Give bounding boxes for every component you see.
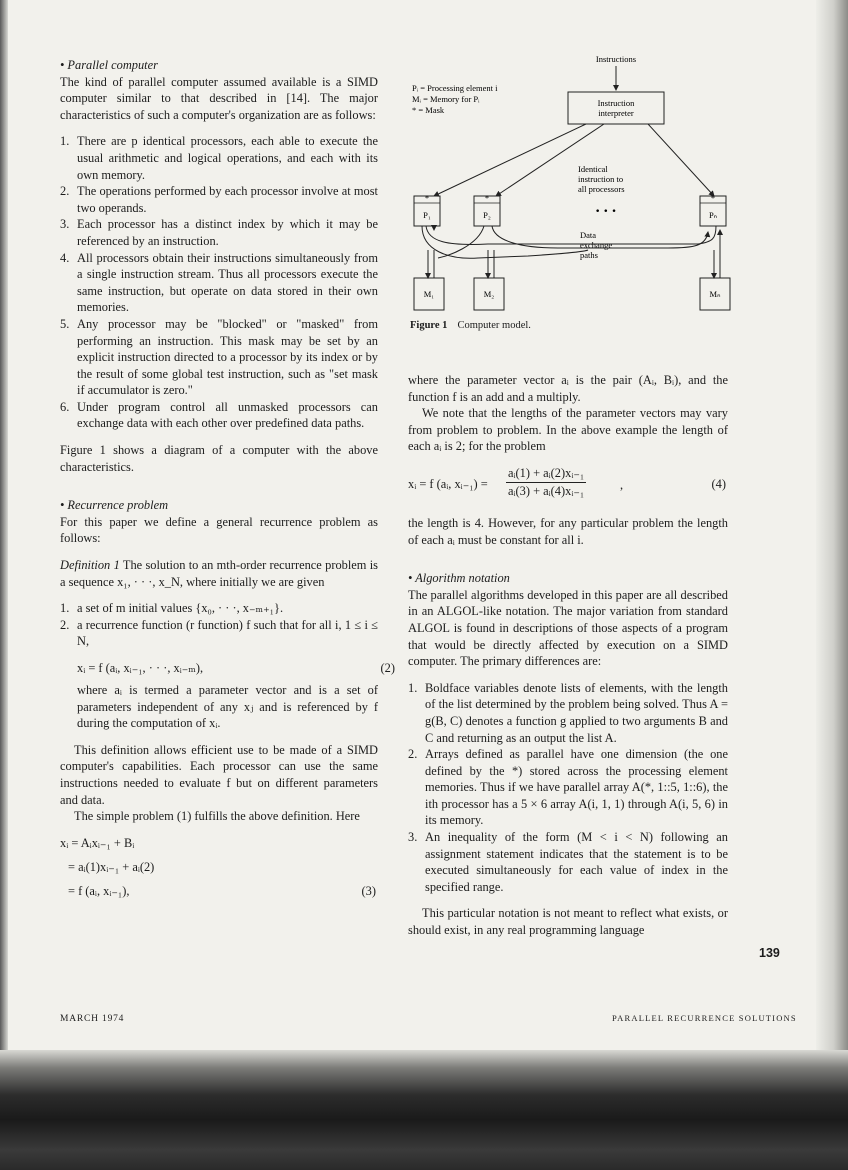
equation-3-line-1: xᵢ = Aᵢxᵢ₋₁ + Bᵢ <box>60 835 135 850</box>
memory-mn-label: Mₙ <box>709 289 721 299</box>
equation-3-line-3: = f (aᵢ, xᵢ₋₁), (3) <box>68 883 376 898</box>
memory-m2-label: M₂ <box>483 289 495 299</box>
definition: Definition 1 The solution to an mth-order recurrence problem is a sequence x₁, · · ·, x_N, where initially we are given <box>60 558 378 589</box>
list-item: 1. a set of m initial values {x₀, · · ·, x₋ₘ₊₁}. <box>60 601 284 616</box>
characteristics-list <box>60 133 378 432</box>
right-column <box>408 372 728 939</box>
paragraph: the length is 4. However, for any particular problem the length of each aᵢ must be constant for all i. <box>408 515 728 547</box>
processor-pn-label: Pₙ <box>708 210 718 220</box>
list-item: 2. a recurrence function (r function) f such that for all i, 1 ≤ i ≤ N, <box>60 617 378 649</box>
footer-date: MARCH 1974 <box>60 1014 125 1024</box>
section-title-algorithm-notation: • Algorithm notation <box>408 571 510 586</box>
list-item: 1. There are p identical processors, each able to execute the usual arithmetic and logical operations, and each with its own memory. <box>60 134 378 182</box>
identical-label: Identical <box>578 164 608 174</box>
left-column <box>60 57 395 901</box>
mask-mark: * <box>484 193 490 203</box>
differences-list <box>408 680 728 896</box>
instructions-label: Instructions <box>595 54 637 64</box>
definition-list <box>60 600 378 650</box>
interpreter-label: interpreter <box>598 108 634 118</box>
memory-m1-label: M₁ <box>423 289 435 299</box>
paragraph: where aᵢ is termed a parameter vector and is a set of parameters independent of any xⱼ and is referenced by f during the computation of xᵢ. <box>77 683 378 731</box>
paragraph: Figure 1 shows a diagram of a computer with the above characteristics. <box>60 443 378 474</box>
list-item: 5. Any processor may be "blocked" or "masked" from performing an instruction. This mask may be set by an explicit instruction directed to a processor by its index or by the result of some global test instruction, such as "set mask if accumulator is zero." <box>60 316 378 398</box>
equation-4: xᵢ = f (aᵢ, xᵢ₋₁) = $\frac{\text{aᵢ(1) + aᵢ(2)xᵢ₋₁}}{\text{aᵢ(3) + aᵢ(4)xᵢ₋₁}}$ , (4) <box>408 465 726 498</box>
section-title-recurrence-problem: • Recurrence problem <box>60 498 169 513</box>
list-item: 3. An inequality of the form (M < i < N) following an assignment statement indicates that the statement is to be executed simultaneously for each value of index in the specified range. <box>408 830 728 894</box>
identical-label: all processors <box>578 184 625 194</box>
figure-caption: Figure 1 Computer model. <box>410 320 531 331</box>
footer-running-title: PARALLEL RECURRENCE SOLUTIONS <box>612 1013 797 1023</box>
ellipsis-dots: • • • <box>595 207 617 217</box>
mask-mark: * <box>710 193 716 203</box>
scanner-bottom-shadow <box>0 1050 848 1170</box>
equation-3-line-2: = aᵢ(1)xᵢ₋₁ + aᵢ(2) <box>68 859 155 874</box>
legend-line: Pᵢ = Processing element i <box>412 83 498 93</box>
definition-label: Definition 1 <box>60 558 120 573</box>
page-number: 139 <box>759 946 780 960</box>
list-item: 3. Each processor has a distinct index by which it may be referenced by an instruction. <box>60 217 378 248</box>
figure-caption-label: Figure 1 <box>410 320 448 331</box>
paragraph: This definition allows efficient use to be made of a SIMD computer's capabilities. Each processor can use the same instructions needed to evaluate f but on different parameters and data. <box>60 742 378 807</box>
paragraph: The kind of parallel computer assumed available is a SIMD computer similar to that described in [14]. The major characteristics of such a computer's organization are as follows: <box>60 74 378 122</box>
list-item: 2. The operations performed by each processor involve at most two operands. <box>60 184 378 215</box>
data-exchange-label: exchange <box>580 240 613 250</box>
computer-model-diagram <box>408 50 738 320</box>
figure-computer-model <box>408 50 738 340</box>
interpreter-label: Instruction <box>597 98 635 108</box>
paragraph: We note that the lengths of the parameter vectors may vary from problem to problem. In the above example the length of each aᵢ is 2; for the problem <box>408 406 728 454</box>
processor-p1-label: P₁ <box>423 210 431 220</box>
page-right-edge <box>816 0 848 1060</box>
equation-2: xᵢ = f (aᵢ, xᵢ₋₁, · · ·, xᵢ₋ₘ), (2) <box>77 661 395 675</box>
paragraph: where the parameter vector aᵢ is the pair (Aᵢ, Bᵢ), and the function f is an add and a multiply. <box>408 373 728 404</box>
data-exchange-label: Data <box>580 230 597 240</box>
list-item: 6. Under program control all unmasked processors can exchange data with each other over predefined data paths. <box>60 399 378 431</box>
legend-line: * = Mask <box>412 105 445 115</box>
paragraph: The simple problem (1) fulfills the above definition. Here <box>74 809 360 824</box>
list-item: 2. Arrays defined as parallel have one dimension (the one defined by the *) stored across the processing element memories. Thus if we have parallel array A(*, 1::5, 1::6), the ith processor has a 5 × 6 array A(i, 1, 1) through A(i, 5, 6) in its memory. <box>408 747 728 828</box>
paragraph: The parallel algorithms developed in this paper are all described in an ALGOL-like notation. The major variation from standard ALGOL is found in descriptions of those aspects of a program that would be directly affected by execution on a SIMD computer. The primary differences are: <box>408 587 728 669</box>
page-left-shadow <box>0 0 8 1060</box>
list-item: 1. Boldface variables denote lists of elements, with the length of the list determined by the problem being solved. Thus A = g(B, C) denotes a function g applied to two arguments B and C and returning as an output the list A. <box>408 680 728 745</box>
list-item: 4. All processors obtain their instructions simultaneously from a single instruction stream. Thus all processors execute the same instruction, but operate on data stored in their own memories. <box>60 250 378 315</box>
section-title-parallel-computer: • Parallel computer <box>60 58 158 72</box>
mask-mark: * <box>424 193 430 203</box>
data-exchange-label: paths <box>580 250 598 260</box>
legend-line: Mᵢ = Memory for Pᵢ <box>412 94 480 104</box>
paragraph: This particular notation is not meant to reflect what exists, or should exist, in any real programming language <box>408 906 728 938</box>
paragraph: For this paper we define a general recurrence problem as follows: <box>60 514 378 546</box>
processor-p2-label: P₂ <box>483 210 491 220</box>
identical-label: instruction to <box>578 174 624 184</box>
